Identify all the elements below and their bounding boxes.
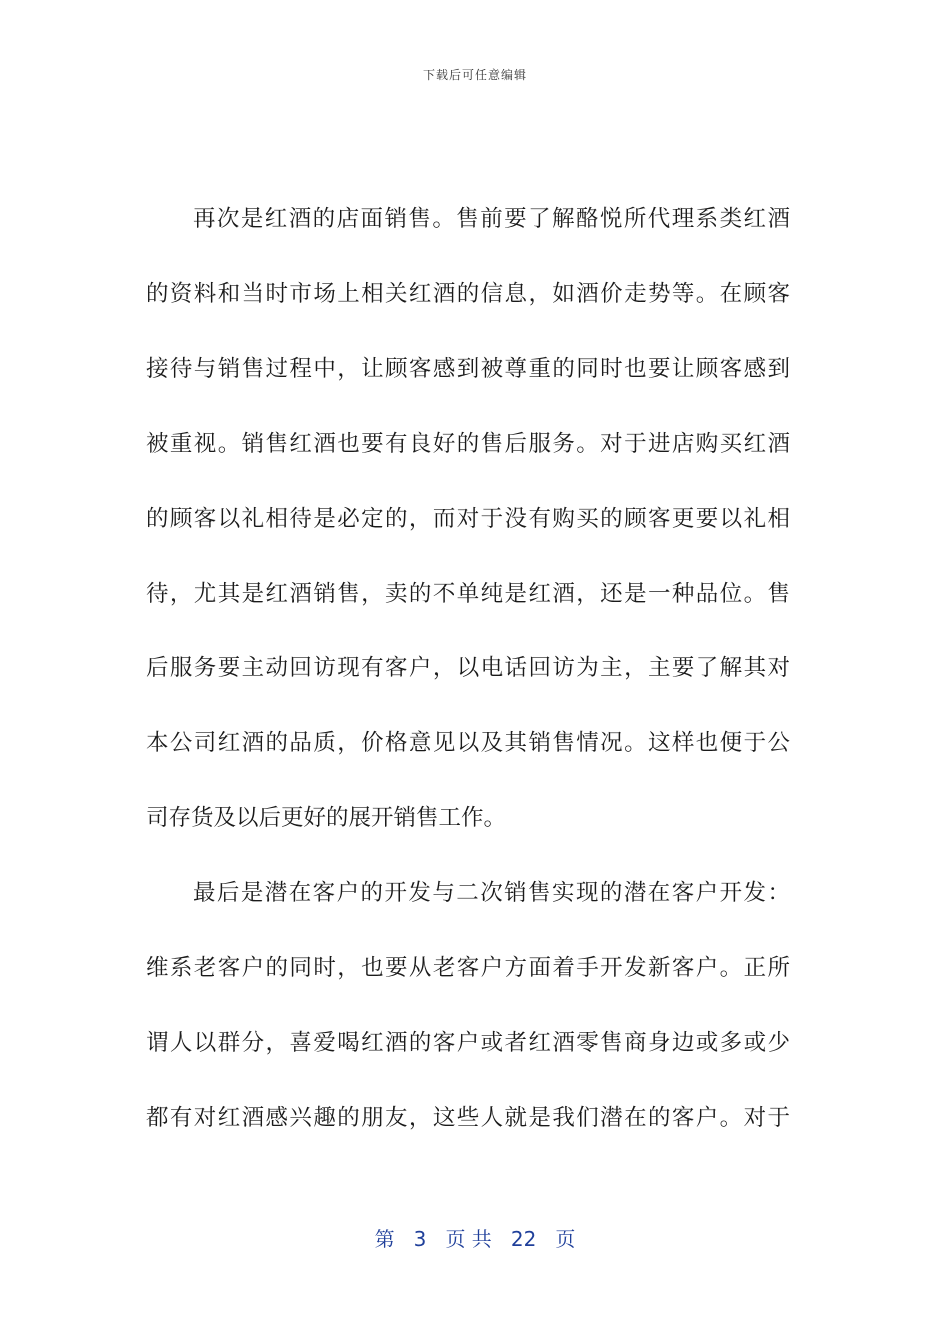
footer-suffix: 页 (555, 1227, 576, 1251)
header-note: 下载后可任意编辑 (422, 68, 527, 82)
paragraph-2-line-1: 最后是潜在客户的开发与二次销售实现的潜在客户开发： (193, 880, 790, 906)
paragraph-2-line-4: 都有对红酒感兴趣的朋友，这些人就是我们潜在的客户。对于 (146, 1105, 790, 1131)
footer-middle: 页 共 (445, 1227, 492, 1251)
paragraph-1-line-7: 后服务要主动回访现有客户，以电话回访为主，主要了解其对 (146, 655, 790, 681)
paragraph-1-line-6: 待，尤其是红酒销售，卖的不单纯是红酒，还是一种品位。售 (146, 581, 790, 607)
paragraph-1-line-9: 司存货及以后更好的展开销售工作。 (146, 805, 507, 831)
paragraph-1-line-5: 的顾客以礼相待是必定的，而对于没有购买的顾客更要以礼相 (146, 506, 790, 532)
paragraph-1-line-2: 的资料和当时市场上相关红酒的信息，如酒价走势等。在顾客 (146, 281, 790, 307)
paragraph-2-line-2: 维系老客户的同时，也要从老客户方面着手开发新客户。正所 (146, 955, 790, 981)
footer-current-page: 3 (413, 1227, 427, 1251)
paragraph-1-line-1: 再次是红酒的店面销售。售前要了解酪悦所代理系类红酒 (193, 206, 790, 232)
paragraph-2-line-3: 谓人以群分，喜爱喝红酒的客户或者红酒零售商身边或多或少 (146, 1030, 790, 1056)
paragraph-1-line-4: 被重视。销售红酒也要有良好的售后服务。对于进店购买红酒 (146, 431, 790, 457)
footer-prefix: 第 (374, 1227, 395, 1251)
footer-total-pages: 22 (510, 1227, 537, 1251)
page-footer (0, 1224, 950, 1254)
paragraph-1-line-8: 本公司红酒的品质，价格意见以及其销售情况。这样也便于公 (146, 730, 790, 756)
paragraph-1-line-3: 接待与销售过程中，让顾客感到被尊重的同时也要让顾客感到 (146, 356, 790, 382)
